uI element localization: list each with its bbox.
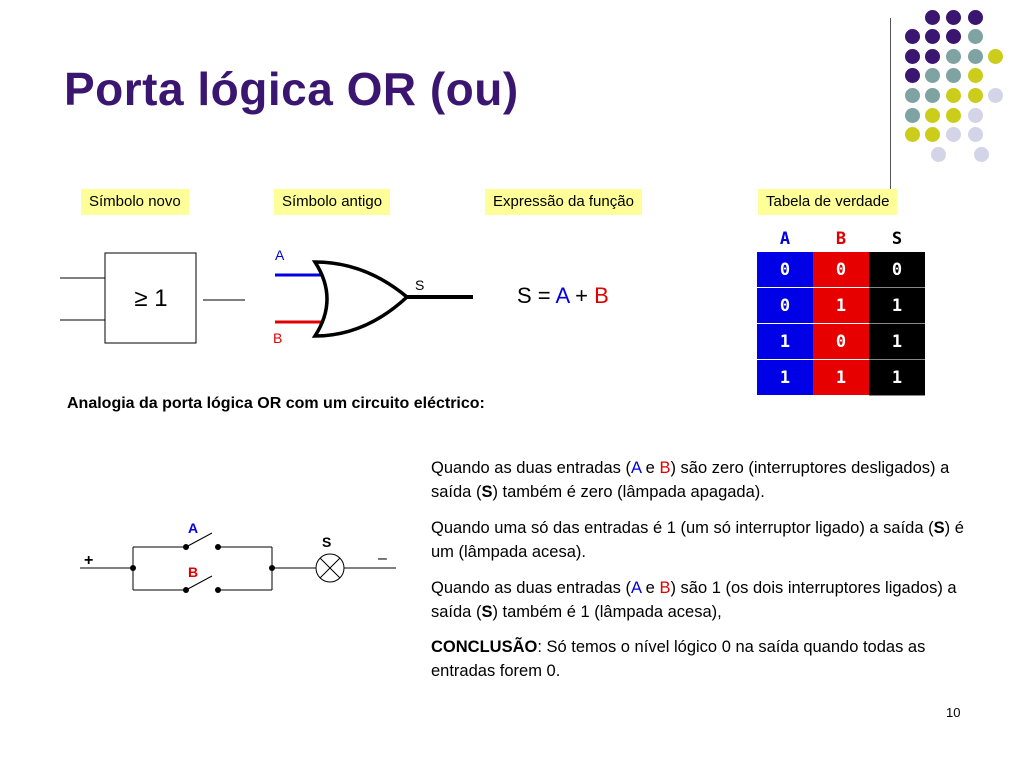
- decorative-dot: [925, 29, 940, 44]
- conclusion-label: CONCLUSÃO: [431, 638, 538, 656]
- circuit-label-b: B: [188, 564, 199, 580]
- old-symbol-gate-body: [315, 262, 407, 336]
- old-symbol-label-s: S: [415, 277, 425, 293]
- decorative-dot: [974, 147, 989, 162]
- new-symbol-text: ≥ 1: [134, 285, 168, 312]
- p2-text-2: ) é um (lâmpada acesa).: [431, 519, 964, 561]
- decorative-dot: [905, 29, 920, 44]
- label-new-symbol: Símbolo novo: [81, 189, 189, 215]
- page-number: 10: [946, 705, 961, 720]
- decorative-dot: [968, 127, 983, 142]
- decorative-dot: [946, 88, 961, 103]
- decorative-dot: [905, 49, 920, 64]
- p3-text-4: ) também é 1 (lâmpada acesa),: [492, 603, 722, 621]
- truth-table: [757, 226, 925, 396]
- circuit-label-a: A: [188, 520, 199, 536]
- decorative-dot: [905, 127, 920, 142]
- decorative-dot: [925, 127, 940, 142]
- old-symbol-label-a: A: [275, 247, 285, 263]
- decorative-dot: [968, 49, 983, 64]
- cell-b: 1: [813, 360, 869, 396]
- decorative-dot: [946, 10, 961, 25]
- p1-text-4: ) também é zero (lâmpada apagada).: [492, 483, 765, 501]
- label-old-symbol: Símbolo antigo: [274, 189, 390, 215]
- p1-text-3: ) são zero (interruptores desligados) a saída (: [431, 459, 950, 501]
- label-function-expression: Expressão da função: [485, 189, 642, 215]
- old-symbol-label-b: B: [273, 330, 283, 346]
- p1-b: B: [659, 459, 671, 477]
- table-row: [757, 252, 925, 288]
- decorative-dot: [925, 10, 940, 25]
- cell-a: 1: [757, 324, 813, 360]
- p3-text-2: e: [641, 579, 660, 597]
- header-b: B: [813, 226, 869, 252]
- conclusion-text: : Só temos o nível lógico 0 na saída quando todas as entradas forem 0.: [431, 638, 926, 680]
- circuit-minus-label: –: [378, 550, 387, 567]
- paragraph-2: [431, 516, 991, 564]
- decorative-dot: [968, 10, 983, 25]
- decorative-dot: [968, 68, 983, 83]
- decorative-dot: [988, 88, 1003, 103]
- truth-table-header: [757, 226, 925, 252]
- decorative-dot: [905, 68, 920, 83]
- page-title: Porta lógica OR (ou): [64, 63, 519, 115]
- circuit-label-s: S: [322, 534, 332, 550]
- cell-s: 1: [869, 324, 925, 360]
- decorative-divider: [890, 18, 891, 190]
- function-expression: [517, 283, 609, 309]
- header-a: A: [757, 226, 813, 252]
- decorative-dot: [946, 68, 961, 83]
- decorative-dot: [931, 147, 946, 162]
- decorative-dot: [905, 108, 920, 123]
- cell-b: 1: [813, 288, 869, 324]
- or-gate-old-symbol: [265, 244, 480, 349]
- cell-s: 1: [869, 288, 925, 324]
- p3-text-1: Quando as duas entradas (: [431, 579, 631, 597]
- cell-s: 0: [869, 252, 925, 288]
- p1-text-1: Quando as duas entradas (: [431, 459, 631, 477]
- decorative-dot: [946, 108, 961, 123]
- p1-s: S: [481, 483, 493, 501]
- paragraph-1: [431, 456, 991, 504]
- expr-plus: +: [569, 283, 595, 308]
- expr-s: S: [517, 283, 532, 308]
- cell-s: 1: [869, 360, 925, 396]
- circuit-plus-label: +: [84, 552, 94, 569]
- p3-a: A: [630, 579, 642, 597]
- decorative-dot: [946, 29, 961, 44]
- table-row: [757, 288, 925, 324]
- expr-b: B: [594, 283, 609, 308]
- cell-a: 1: [757, 360, 813, 396]
- label-truth-table: Tabela de verdade: [758, 189, 897, 215]
- decorative-dot: [925, 49, 940, 64]
- p1-a: A: [630, 459, 642, 477]
- cell-b: 0: [813, 324, 869, 360]
- cell-a: 0: [757, 252, 813, 288]
- p3-s: S: [481, 603, 493, 621]
- paragraph-conclusion: [431, 635, 976, 683]
- header-s: S: [869, 226, 925, 252]
- decorative-dot: [968, 88, 983, 103]
- decorative-dot: [968, 108, 983, 123]
- decorative-dot: [905, 88, 920, 103]
- decorative-dot: [925, 68, 940, 83]
- decorative-dot: [968, 29, 983, 44]
- expr-a: A: [555, 283, 570, 308]
- paragraph-3: [431, 576, 991, 624]
- decorative-dot: [925, 88, 940, 103]
- analogy-heading: Analogia da porta lógica OR com um circuito eléctrico:: [67, 395, 485, 412]
- p2-s: S: [933, 519, 945, 537]
- p3-text-3: ) são 1 (os dois interruptores ligados) a saída (: [431, 579, 957, 621]
- decorative-dot: [946, 127, 961, 142]
- table-row: [757, 324, 925, 360]
- p2-text-1: Quando uma só das entradas é 1 (um só interruptor ligado) a saída (: [431, 519, 934, 537]
- p3-b: B: [659, 579, 671, 597]
- circuit-diagram: [80, 515, 400, 605]
- cell-b: 0: [813, 252, 869, 288]
- decorative-dot: [988, 49, 1003, 64]
- p1-text-2: e: [641, 459, 660, 477]
- or-gate-new-symbol: [55, 248, 250, 348]
- table-row: [757, 360, 925, 396]
- cell-a: 0: [757, 288, 813, 324]
- decorative-dot: [946, 49, 961, 64]
- expr-eq: =: [531, 283, 556, 308]
- decorative-dot: [925, 108, 940, 123]
